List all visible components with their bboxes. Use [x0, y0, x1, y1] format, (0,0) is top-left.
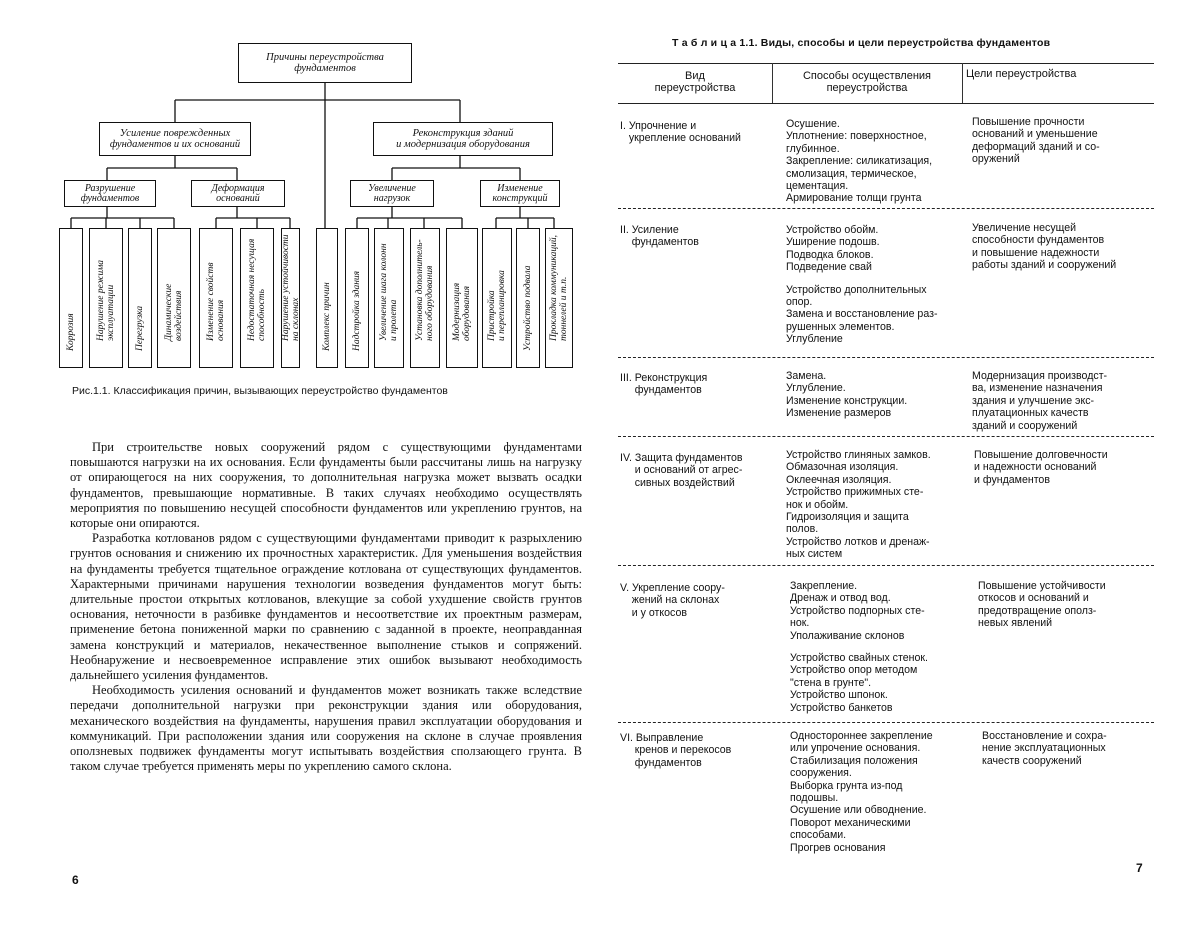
row-type: V. Укрепление соору- жений на склонах и у откосов [620, 582, 725, 619]
row-type: I. Упрочнение и укрепление оснований [620, 120, 741, 145]
row-methods: Одностороннее закрепление или упрочение основания. Стабилизация положения сооружения. Выборка грунта из-под подошвы. Осушение или обводнение. Поворот механическими способами. Прогрев основания [790, 730, 933, 854]
row-goals: Увеличение несущей способности фундаментов и повышение надежности работы зданий и сооружений [972, 222, 1117, 272]
diagram-leaf-overload: Перегрузка [128, 228, 152, 368]
diagram-leaf-extra-equipment: Установка дополнитель- ного оборудования [410, 228, 440, 368]
diagram-leaf-insufficient-capacity: Недостаточная несущая способность [240, 228, 274, 368]
diagram-leaf-equipment-modernization: Модернизация оборудования [446, 228, 478, 368]
row-separator [618, 565, 1154, 566]
row-methods: Устройство обойм. Уширение подошв. Подводка блоков. Подведение свай Устройство дополнительных опор. Замена и восстановление раз- рушенных элементов. Углубление [786, 224, 938, 346]
row-methods: Закрепление. Дренаж и отвод вод. Устройство подпорных сте- нок. Уполаживание склонов Устройство свайных стенок. Устройство опор методом "стена в грунте". Устройство шпонок. Устройство банкетов [790, 580, 928, 714]
row-goals: Повышение долговечности и надежности оснований и фундаментов [974, 449, 1108, 486]
row-methods: Устройство глиняных замков. Обмазочная изоляция. Оклеечная изоляция. Устройство прижимных сте- нок и обойм. Гидроизоляция и защита полов. Устройство лотков и дренаж- ных систем [786, 449, 931, 561]
row-type: VI. Выправление кренов и перекосов фундаментов [620, 732, 732, 769]
diagram-leaf-extension-replanning: Пристройка и перепланировка [482, 228, 512, 368]
diagram-node-structure-change: Изменение конструкций [480, 180, 560, 207]
table-header-goals: Цели переустройства [966, 68, 1077, 80]
paragraph: Разработка котлованов рядом с существующими фундаментами приводит к разрыхлению грунтов основания и снижению их прочностных характеристик. Для уменьшения воздействия на фундаменты требуется тщательное ограждение котлована от существующих фундаментов. Характерными причинами нарушения технологии возведения фундаментов могут быть: длительные простои открытых котлованов, влекущие за собой ухудшение свойств грунтов основания, неточности в разбивке фундаментов и несоответствие их проектным размерам, применение бетона пониженной марки по сравнению с заданной в проекте, неоправданная замена конструкций и материалов, некачественное выполнение стыков и сопряжений. Необнаружение и несвоевременное исправление этих ошибок вызывают необходимость дальнейшего усиления фундаментов. [70, 531, 582, 683]
page-number-left: 6 [72, 873, 79, 887]
paragraph: Необходимость усиления оснований и фундаментов может возникать также вследствие передачи дополнительной нагрузки при реконструкции здания или оборудования, механического воздействия на фундаменты, нарушения правил эксплуатации оборудования и коммуникаций. При расположении здания или сооружения на склоне в случае проявления оползневых подвижек фундаменты могут испытывать воздействия сползающего грунта. В таком случае требуется применять меры по укреплению самого склона. [70, 683, 582, 774]
diagram-root-box: Причины переустройства фундаментов [238, 43, 412, 83]
page-number-right: 7 [1136, 861, 1143, 875]
table-header-rule [618, 103, 1154, 104]
diagram-leaf-superstructure: Надстройка здания [345, 228, 369, 368]
table-title: Т а б л и ц а 1.1. Виды, способы и цели переустройства фундаментов [672, 37, 1051, 49]
diagram-node-base-deformation: Деформация оснований [191, 180, 285, 207]
diagram-node-load-increase: Увеличение нагрузок [350, 180, 434, 207]
row-type: III. Реконструкция фундаментов [620, 372, 708, 397]
diagram-leaf-operation-violation: Нарушение режима эксплуатации [89, 228, 123, 368]
diagram-leaf-base-properties-change: Изменение свойств основания [199, 228, 233, 368]
row-separator [618, 722, 1154, 723]
row-type: IV. Защита фундаментов и оснований от агрес- сивных воздействий [620, 452, 743, 489]
right-page [600, 0, 1200, 942]
diagram-leaf-slope-stability: Нарушение устойчивости на склонах [281, 228, 300, 368]
table-top-rule [618, 63, 1154, 64]
row-goals: Модернизация производст- ва, изменение назначения здания и улучшение экс- плуатационных качеств зданий и сооружений [972, 370, 1108, 432]
row-goals: Повышение прочности оснований и уменьшение деформаций зданий и со- оружений [972, 116, 1100, 166]
table-header-methods: Способы осуществления переустройства [802, 70, 932, 94]
diagram-node-reconstruction: Реконструкция зданий и модернизация оборудования [373, 122, 553, 156]
diagram-leaf-basement: Устройство подвала [516, 228, 540, 368]
diagram-node-foundation-destruction: Разрушение фундаментов [64, 180, 156, 207]
row-separator [618, 357, 1154, 358]
row-methods: Замена. Углубление. Изменение конструкции. Изменение размеров [786, 370, 908, 420]
figure-caption: Рис.1.1. Классификация причин, вызывающих переустройство фундаментов [72, 385, 448, 397]
row-goals: Повышение устойчивости откосов и оснований и предотвращение ополз- невых явлений [978, 580, 1106, 630]
row-separator [618, 436, 1154, 437]
diagram-leaf-corrosion: Коррозия [59, 228, 83, 368]
row-goals: Восстановление и сохра- нение эксплуатационных качеств сооружений [982, 730, 1107, 767]
body-text [70, 440, 582, 774]
table-header-type: Вид переустройства [654, 70, 736, 94]
row-separator [618, 208, 1154, 209]
paragraph: При строительстве новых сооружений рядом с существующими фундаментами повышаются нагрузки на их основания. Если фундаменты были рассчитаны лишь на нагрузку от опирающегося на них сооружения, то дополнительная нагрузка может вызвать осадки фундаментов, превышающие нормативные. В таких случаях необходимо осуществлять мероприятия по повышению несущей способности фундаментов или укреплению грунтов, на которые они опираются. [70, 440, 582, 531]
diagram-leaf-complex-causes: Комплекс причин [316, 228, 338, 368]
row-type: II. Усиление фундаментов [620, 224, 699, 249]
diagram-leaf-column-spacing: Увеличение шага колонн и пролета [374, 228, 404, 368]
diagram-leaf-dynamic-effects: Динамические воздействия [157, 228, 191, 368]
diagram-leaf-utilities-tunnels: Прокладка коммуникаций, тоннелей и т.п. [545, 228, 573, 368]
column-divider [962, 63, 963, 103]
row-methods: Осушение. Уплотнение: поверхностное, глубинное. Закрепление: силикатизация, смолизация, термическое, цементация. Армирование толщи грунта [786, 118, 933, 205]
diagram-node-strengthening: Усиление поврежденных фундаментов и их оснований [99, 122, 251, 156]
